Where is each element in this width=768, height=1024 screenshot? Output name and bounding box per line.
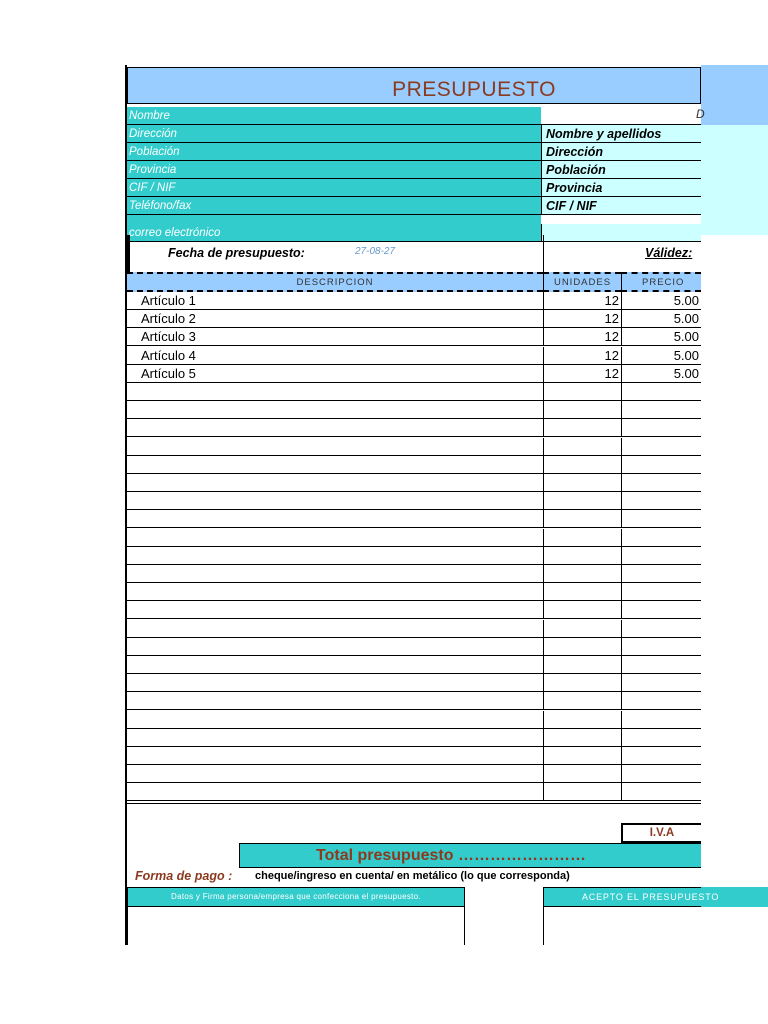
cell-unidades[interactable] [543,547,621,565]
header-precio: PRECIO [621,272,701,292]
table-row[interactable] [127,365,701,383]
column-fill-mid [701,125,768,235]
cell-precio[interactable] [621,638,701,656]
client-value[interactable] [541,107,701,125]
cell-precio[interactable]: 5.00 [621,328,701,346]
cell-descripcion[interactable] [127,492,543,510]
cell-unidades[interactable] [543,620,621,638]
table-row[interactable] [127,456,701,474]
table-row[interactable] [127,292,701,310]
client-label: CIF / NIF [127,179,541,197]
cell-precio[interactable] [621,729,701,747]
cell-precio[interactable] [621,620,701,638]
table-row[interactable] [127,656,701,674]
cell-descripcion[interactable] [127,529,543,547]
table-row[interactable] [127,638,701,656]
client-label: Nombre [127,107,541,125]
table-row[interactable] [127,347,701,365]
cell-descripcion[interactable] [127,747,543,765]
cell-unidades[interactable]: 12 [543,328,621,346]
client-value[interactable]: Nombre y apellidos [541,125,701,143]
cell-descripcion[interactable] [127,711,543,729]
cell-descripcion[interactable] [127,383,543,401]
cell-unidades[interactable]: 12 [543,310,621,328]
client-label: Teléfono/fax [127,197,541,215]
cell-precio[interactable] [621,565,701,583]
fecha-label: Fecha de presupuesto: [168,246,305,260]
cell-unidades[interactable] [543,583,621,601]
cell-descripcion[interactable]: Artículo 3 [141,329,196,345]
cell-descripcion[interactable] [127,620,543,638]
cell-precio[interactable] [621,783,701,801]
cell-precio[interactable] [621,529,701,547]
cell-precio[interactable]: 5.00 [621,365,701,383]
cell-precio[interactable]: 5.00 [621,292,701,310]
cell-unidades[interactable] [543,747,621,765]
table-row[interactable] [127,765,701,783]
cell-descripcion[interactable] [127,783,543,801]
table-row[interactable] [127,474,701,492]
table-row[interactable] [127,383,701,401]
client-value[interactable]: CIF / NIF [541,197,701,215]
cell-descripcion[interactable] [127,674,543,692]
table-row[interactable] [127,310,701,328]
title-text: PRESUPUESTO [392,78,556,101]
cell-unidades[interactable] [543,438,621,456]
cell-precio[interactable] [621,692,701,710]
total-presupuesto: Total presupuesto …………………… [239,843,701,868]
date-row-divider [543,235,544,272]
cell-unidades[interactable]: 12 [543,347,621,365]
cell-precio[interactable] [621,474,701,492]
cell-precio[interactable] [621,401,701,419]
cell-unidades[interactable] [543,674,621,692]
cell-unidades[interactable]: 12 [543,365,621,383]
table-row[interactable] [127,583,701,601]
cell-descripcion[interactable]: Artículo 4 [141,347,196,363]
cell-unidades[interactable] [543,383,621,401]
cell-precio[interactable] [621,438,701,456]
cell-unidades[interactable] [543,474,621,492]
cell-unidades[interactable]: 12 [543,292,621,310]
cell-precio[interactable] [621,765,701,783]
cell-descripcion[interactable] [127,638,543,656]
header-unidades: UNIDADES [543,272,621,292]
table-row[interactable] [127,401,701,419]
forma-pago-label: Forma de pago : [135,869,233,883]
cell-unidades[interactable] [543,656,621,674]
cell-unidades[interactable] [543,729,621,747]
title-suffix: D [696,107,705,121]
header-descripcion: DESCRIPCION [127,272,543,292]
cell-precio[interactable] [621,383,701,401]
table-row[interactable] [127,601,701,619]
table-row[interactable] [127,565,701,583]
cell-unidades[interactable] [543,565,621,583]
cell-descripcion[interactable]: Artículo 5 [141,365,196,381]
table-row[interactable] [127,783,701,801]
table-row[interactable] [127,729,701,747]
cell-precio[interactable] [621,601,701,619]
table-row[interactable] [127,510,701,528]
cell-unidades[interactable] [543,711,621,729]
cell-unidades[interactable] [543,492,621,510]
cell-descripcion[interactable] [127,510,543,528]
cell-precio[interactable] [621,547,701,565]
cell-descripcion[interactable] [127,583,543,601]
client-label: Provincia [127,161,541,179]
cell-precio[interactable] [621,492,701,510]
cell-precio[interactable] [621,583,701,601]
table-row[interactable] [127,692,701,710]
client-label: Dirección [127,125,541,143]
cell-unidades[interactable] [543,692,621,710]
fecha-value[interactable]: 27-08-27 [355,246,396,257]
client-value[interactable]: Dirección [541,143,701,161]
table-row[interactable] [127,747,701,765]
cell-descripcion[interactable] [127,474,543,492]
client-value[interactable]: Población [541,161,701,179]
acepto-box[interactable] [543,907,701,945]
cell-descripcion[interactable] [127,456,543,474]
cell-descripcion[interactable] [127,565,543,583]
cell-descripcion[interactable] [127,656,543,674]
table-row[interactable] [127,492,701,510]
cell-precio[interactable]: 5.00 [621,310,701,328]
cell-descripcion[interactable] [127,765,543,783]
table-row[interactable] [127,438,701,456]
firma-box[interactable] [127,907,465,945]
cell-unidades[interactable] [543,401,621,419]
table-row[interactable] [127,328,701,346]
cell-descripcion[interactable] [127,401,543,419]
iva-label: I.V.A [621,823,701,843]
table-row[interactable] [127,711,701,729]
cell-unidades[interactable] [543,510,621,528]
client-label: correo electrónico [127,215,541,242]
table-row[interactable] [127,674,701,692]
cell-unidades[interactable] [543,638,621,656]
table-bottom-border [127,803,701,804]
cell-descripcion[interactable] [127,601,543,619]
cell-unidades[interactable] [543,456,621,474]
cell-precio[interactable] [621,419,701,437]
document-title [127,67,701,104]
cell-descripcion[interactable] [127,419,543,437]
acepto-header: ACEPTO EL PRESUPUESTO [543,887,701,907]
cell-descripcion[interactable]: Artículo 2 [141,311,196,327]
table-row[interactable] [127,547,701,565]
cell-unidades[interactable] [543,765,621,783]
cell-precio[interactable] [621,747,701,765]
cell-descripcion[interactable] [127,438,543,456]
column-fill-top [701,65,768,125]
client-label: Población [127,143,541,161]
cell-descripcion[interactable] [127,729,543,747]
validez-label: Válidez: [645,246,693,260]
cell-precio[interactable] [621,456,701,474]
table-row[interactable] [127,419,701,437]
cell-precio[interactable] [621,656,701,674]
cell-precio[interactable] [621,674,701,692]
client-value[interactable]: Provincia [541,179,701,197]
table-row[interactable] [127,529,701,547]
firma-header: Datos y Firma persona/empresa que confecciona el presupuesto. [127,887,465,907]
cell-descripcion[interactable]: Artículo 1 [141,293,196,308]
cell-unidades[interactable] [543,601,621,619]
cell-unidades[interactable] [543,529,621,547]
cell-unidades[interactable] [543,419,621,437]
forma-pago-value[interactable]: cheque/ingreso en cuenta/ en metálico (lo que corresponda) [255,870,570,882]
cell-precio[interactable] [621,711,701,729]
cell-descripcion[interactable] [127,692,543,710]
cell-precio[interactable] [621,510,701,528]
cell-unidades[interactable] [543,783,621,801]
table-row[interactable] [127,620,701,638]
cell-descripcion[interactable] [127,547,543,565]
cell-precio[interactable]: 5.00 [621,347,701,365]
